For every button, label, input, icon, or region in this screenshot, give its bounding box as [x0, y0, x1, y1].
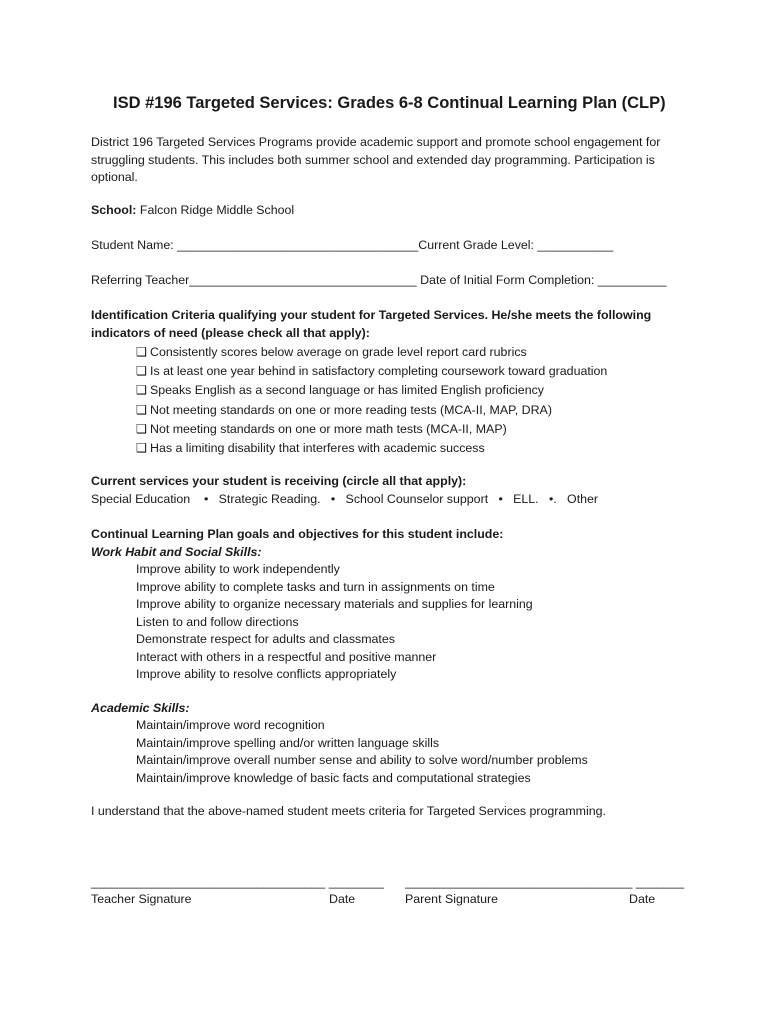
academic-list: [136, 717, 588, 787]
checkbox-icon[interactable]: ❑: [136, 364, 148, 379]
criteria-heading: [91, 307, 651, 342]
parent-signature-line[interactable]: _________________________________ _______: [405, 875, 685, 889]
services-options[interactable]: Special Education • Strategic Reading. • School Counselor support • ELL. •. Other: [91, 491, 599, 506]
parent-date-label: Date: [629, 892, 656, 906]
intro-paragraph: District 196 Targeted Services Programs provide academic support and promote school engagement for struggling students. This includes both summer school and extended day programming. Participation is optional.: [91, 135, 661, 184]
criteria-heading-line-1: Identification Criteria qualifying your student for Targeted Services. He/she meets the following: [91, 308, 652, 322]
criteria-item[interactable]: ❑ Is at least one year behind in satisfactory completing coursework toward graduation: [136, 362, 607, 381]
teacher-signature-line[interactable]: __________________________________ ________: [91, 875, 384, 889]
goals-section: [91, 526, 503, 561]
list-item: Maintain/improve spelling and/or written language skills: [136, 735, 440, 750]
list-item: Interact with others in a respectful and positive manner: [136, 649, 437, 664]
criteria-item[interactable]: ❑ Not meeting standards on one or more math tests (MCA-II, MAP): [136, 420, 607, 439]
criteria-item[interactable]: ❑ Not meeting standards on one or more reading tests (MCA-II, MAP, DRA): [136, 401, 607, 420]
list-item: Improve ability to organize necessary materials and supplies for learning: [136, 597, 533, 611]
checkbox-icon[interactable]: ❑: [136, 421, 148, 436]
list-item: Maintain/improve knowledge of basic facts and computational strategies: [136, 770, 531, 785]
list-item: Demonstrate respect for adults and classmates: [136, 632, 395, 646]
student-name-line: Student Name: ___________________________________Current Grade Level: ___________: [91, 238, 614, 252]
services-heading: Current services your student is receiving (circle all that apply):: [91, 474, 467, 488]
work-habit-list: [136, 561, 533, 684]
academic-heading: Academic Skills:: [91, 701, 190, 715]
work-habit-heading: Work Habit and Social Skills:: [91, 544, 262, 559]
school-label: School:: [91, 203, 137, 217]
criteria-item[interactable]: ❑ Consistently scores below average on grade level report card rubrics: [136, 343, 607, 362]
parent-signature-label: Parent Signature: [405, 892, 498, 906]
school-value: Falcon Ridge Middle School: [139, 203, 295, 217]
criteria-item[interactable]: ❑ Has a limiting disability that interferes with academic success: [136, 439, 607, 458]
statement: I understand that the above-named student meets criteria for Targeted Services programming.: [91, 804, 606, 818]
criteria-heading-line-2: indicators of need (please check all that apply):: [91, 325, 370, 340]
page-title: ISD #196 Targeted Services: Grades 6-8 Continual Learning Plan (CLP): [113, 94, 666, 112]
teacher-signature-label: Teacher Signature: [91, 892, 192, 906]
list-item: Maintain/improve word recognition: [136, 718, 325, 732]
checkbox-icon[interactable]: ❑: [136, 383, 148, 398]
referring-teacher-line: Referring Teacher_________________________________ Date of Initial Form Completion: __________: [91, 273, 667, 287]
list-item: Maintain/improve overall number sense and ability to solve word/number problems: [136, 753, 588, 767]
list-item: Improve ability to complete tasks and turn in assignments on time: [136, 579, 495, 594]
list-item: Listen to and follow directions: [136, 614, 299, 629]
checkbox-icon[interactable]: ❑: [136, 441, 148, 456]
criteria-checklist: [136, 343, 607, 458]
list-item: Improve ability to resolve conflicts appropriately: [136, 667, 397, 681]
school-line: [91, 202, 294, 220]
goals-heading: Continual Learning Plan goals and objectives for this student include:: [91, 527, 504, 541]
criteria-item[interactable]: ❑ Speaks English as a second language or has limited English proficiency: [136, 381, 607, 400]
checkbox-icon[interactable]: ❑: [136, 402, 148, 417]
list-item: Improve ability to work independently: [136, 562, 340, 576]
services-section: [91, 473, 598, 508]
teacher-date-label: Date: [329, 892, 356, 906]
checkbox-icon[interactable]: ❑: [136, 345, 148, 359]
